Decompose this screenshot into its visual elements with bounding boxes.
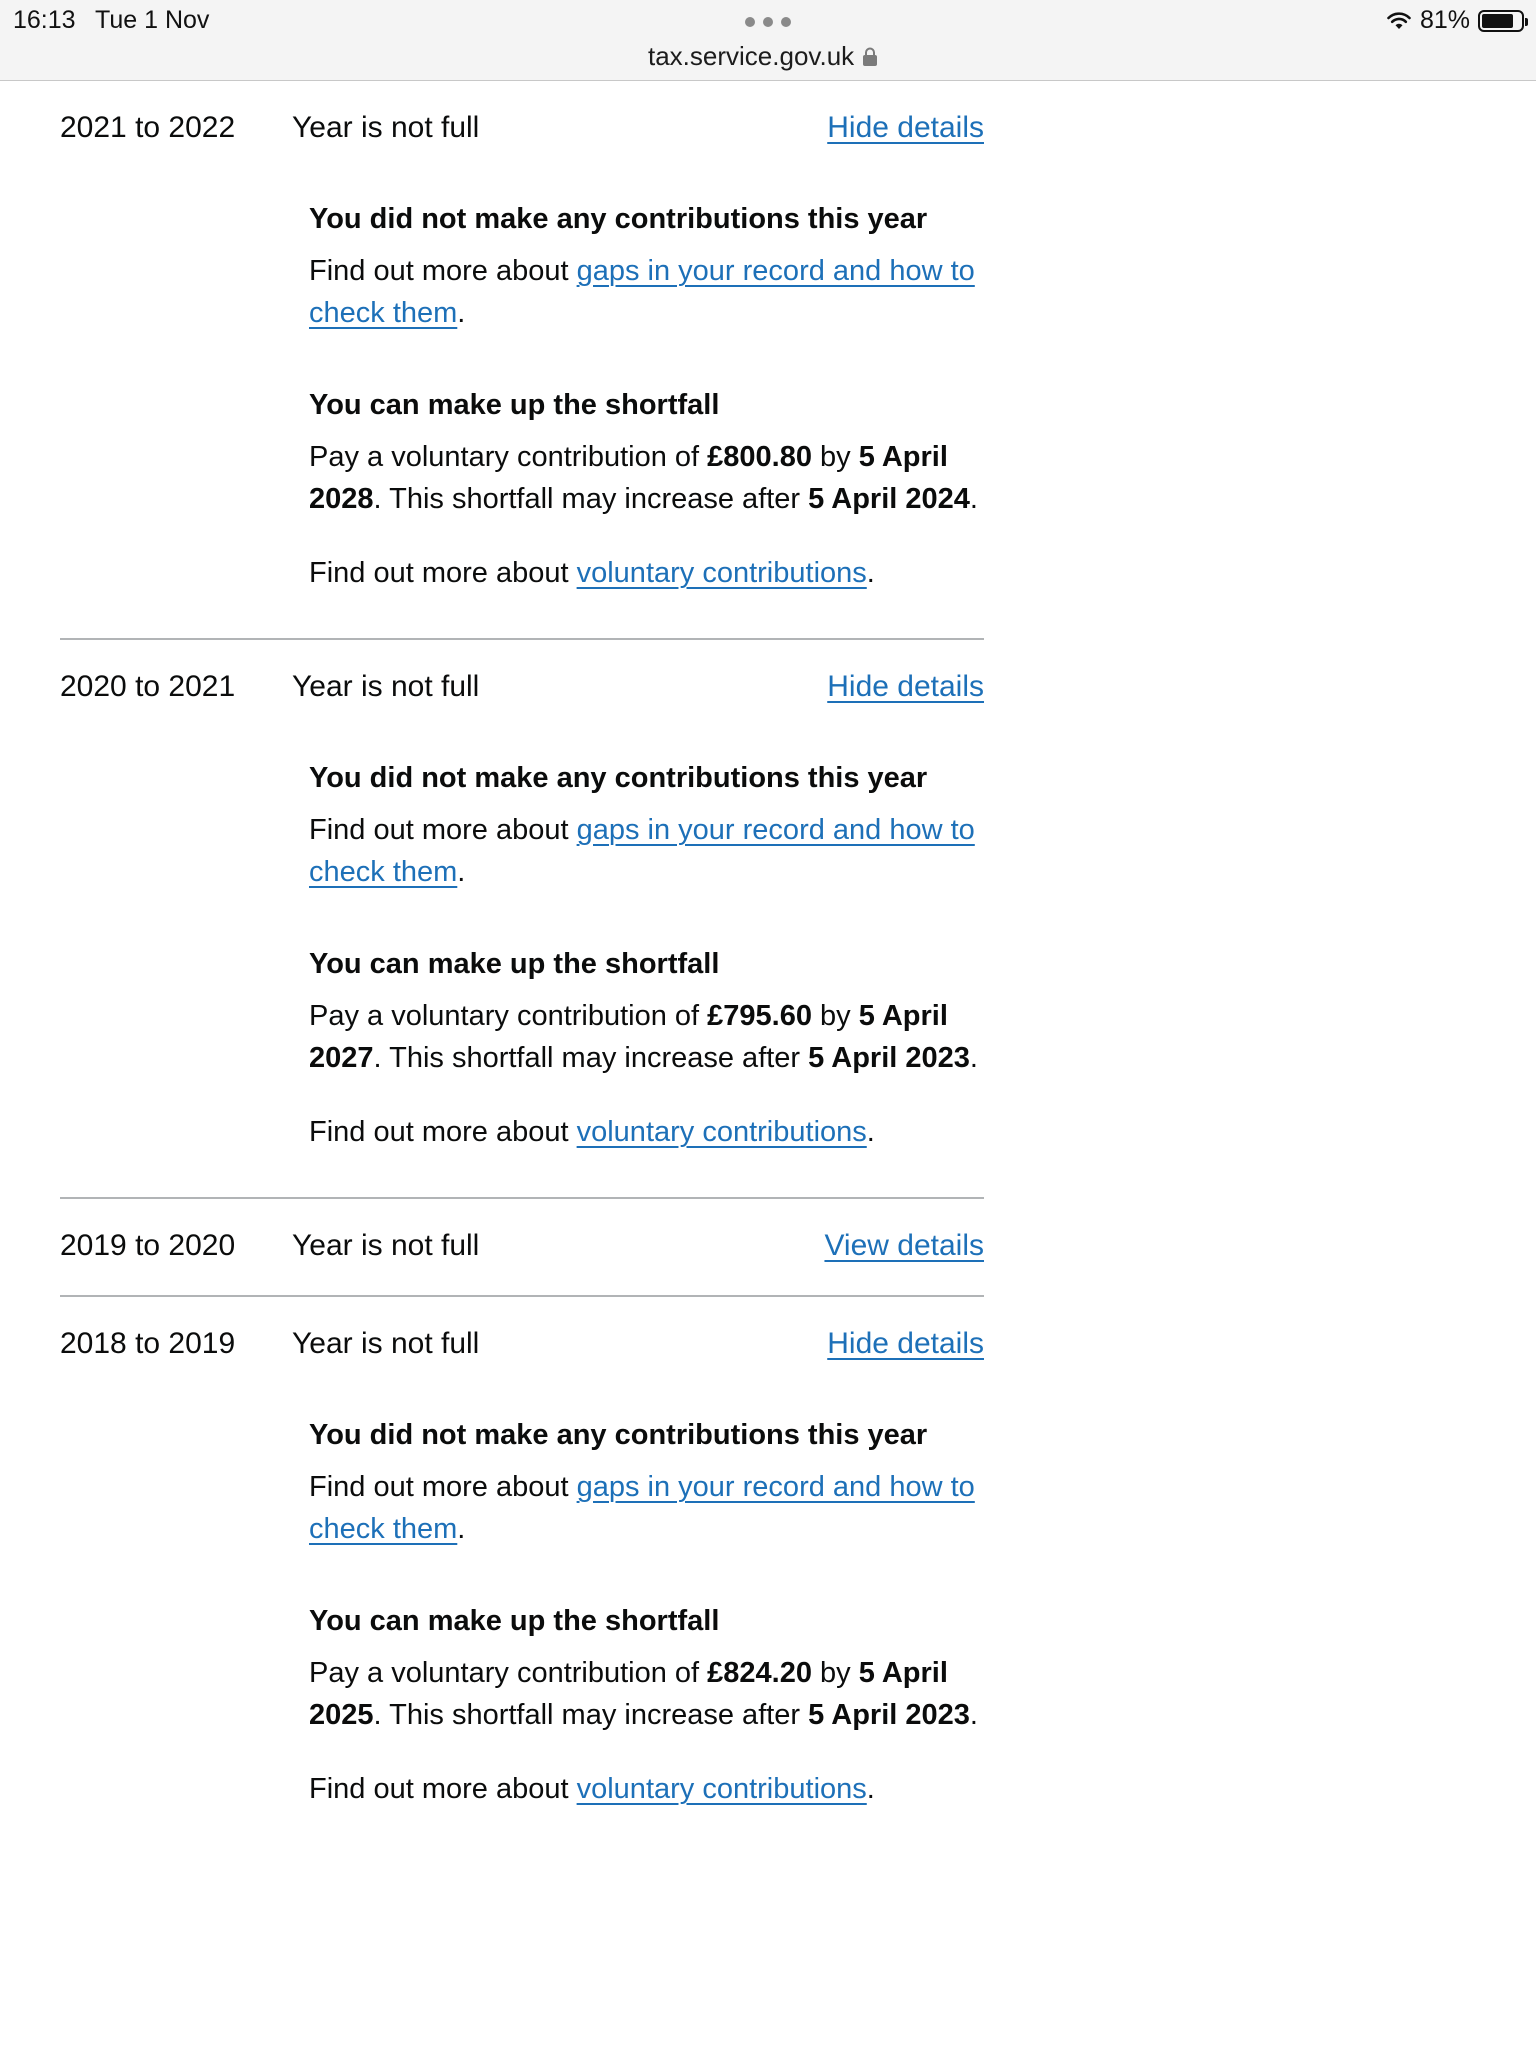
year-status: Year is not full <box>292 1327 480 1360</box>
battery-level <box>1482 14 1513 28</box>
year-label: 2019 to 2020 <box>60 1229 236 1262</box>
year-details <box>309 1395 984 1854</box>
shortfall-heading: You can make up the shortfall <box>309 948 720 980</box>
hide-details-link[interactable]: Hide details <box>827 111 984 144</box>
year-row <box>60 1297 984 1854</box>
no-contributions-heading: You did not make any contributions this year <box>309 762 928 794</box>
ni-record-list <box>60 81 984 1854</box>
gaps-in-record-link[interactable]: gaps in your record and how to check them <box>309 814 975 888</box>
address-bar[interactable] <box>648 41 878 72</box>
gaps-paragraph: Find out more about gaps in your record and how to check them. <box>309 255 975 329</box>
year-row <box>60 640 984 1199</box>
voluntary-paragraph: Find out more about voluntary contributions. <box>309 1116 875 1148</box>
voluntary-contributions-link[interactable]: voluntary contributions <box>576 557 867 589</box>
no-contributions-heading: You did not make any contributions this year <box>309 1419 928 1451</box>
year-label: 2020 to 2021 <box>60 670 236 703</box>
year-row <box>60 81 984 640</box>
pay-by-date: 5 April 2028 <box>309 441 948 515</box>
wifi-icon <box>1386 11 1412 31</box>
status-time: 16:13 <box>13 6 76 34</box>
year-status: Year is not full <box>292 670 480 703</box>
lock-icon <box>862 47 878 67</box>
voluntary-paragraph: Find out more about voluntary contributions. <box>309 557 875 589</box>
shortfall-heading: You can make up the shortfall <box>309 1605 720 1637</box>
url-text: tax.service.gov.uk <box>648 41 855 71</box>
multitasking-dots-icon[interactable] <box>745 17 791 27</box>
shortfall-paragraph: Pay a voluntary contribution of £795.60 by 5 April 2027. This shortfall may increase after 5 April 2023. <box>309 1000 978 1074</box>
gaps-paragraph: Find out more about gaps in your record and how to check them. <box>309 814 975 888</box>
gaps-paragraph: Find out more about gaps in your record and how to check them. <box>309 1471 975 1545</box>
battery-icon <box>1478 10 1524 32</box>
status-date: Tue 1 Nov <box>95 6 210 34</box>
contribution-amount: £800.80 <box>707 441 812 473</box>
shortfall-heading: You can make up the shortfall <box>309 389 720 421</box>
no-contributions-heading: You did not make any contributions this year <box>309 203 928 235</box>
voluntary-contributions-link[interactable]: voluntary contributions <box>576 1773 867 1805</box>
shortfall-paragraph: Pay a voluntary contribution of £824.20 by 5 April 2025. This shortfall may increase after 5 April 2023. <box>309 1657 978 1731</box>
view-details-link[interactable]: View details <box>824 1229 984 1262</box>
year-details <box>309 738 984 1197</box>
shortfall-paragraph: Pay a voluntary contribution of £800.80 by 5 April 2028. This shortfall may increase after 5 April 2024. <box>309 441 978 515</box>
pay-by-date: 5 April 2027 <box>309 1000 948 1074</box>
year-row <box>60 1199 984 1297</box>
gaps-in-record-link[interactable]: gaps in your record and how to check them <box>309 1471 975 1545</box>
hide-details-link[interactable]: Hide details <box>827 1327 984 1360</box>
increase-after-date: 5 April 2023 <box>808 1699 970 1731</box>
year-label: 2018 to 2019 <box>60 1327 236 1360</box>
year-details <box>309 179 984 638</box>
contribution-amount: £824.20 <box>707 1657 812 1689</box>
pay-by-date: 5 April 2025 <box>309 1657 948 1731</box>
voluntary-paragraph: Find out more about voluntary contributions. <box>309 1773 875 1805</box>
contribution-amount: £795.60 <box>707 1000 812 1032</box>
year-label: 2021 to 2022 <box>60 111 236 144</box>
hide-details-link[interactable]: Hide details <box>827 670 984 703</box>
status-bar <box>0 0 1536 81</box>
increase-after-date: 5 April 2024 <box>808 483 970 515</box>
gaps-in-record-link[interactable]: gaps in your record and how to check them <box>309 255 975 329</box>
battery-percent: 81% <box>1419 6 1470 34</box>
year-status: Year is not full <box>292 1229 480 1262</box>
increase-after-date: 5 April 2023 <box>808 1042 970 1074</box>
voluntary-contributions-link[interactable]: voluntary contributions <box>576 1116 867 1148</box>
status-right <box>1386 6 1524 35</box>
year-status: Year is not full <box>292 111 480 144</box>
